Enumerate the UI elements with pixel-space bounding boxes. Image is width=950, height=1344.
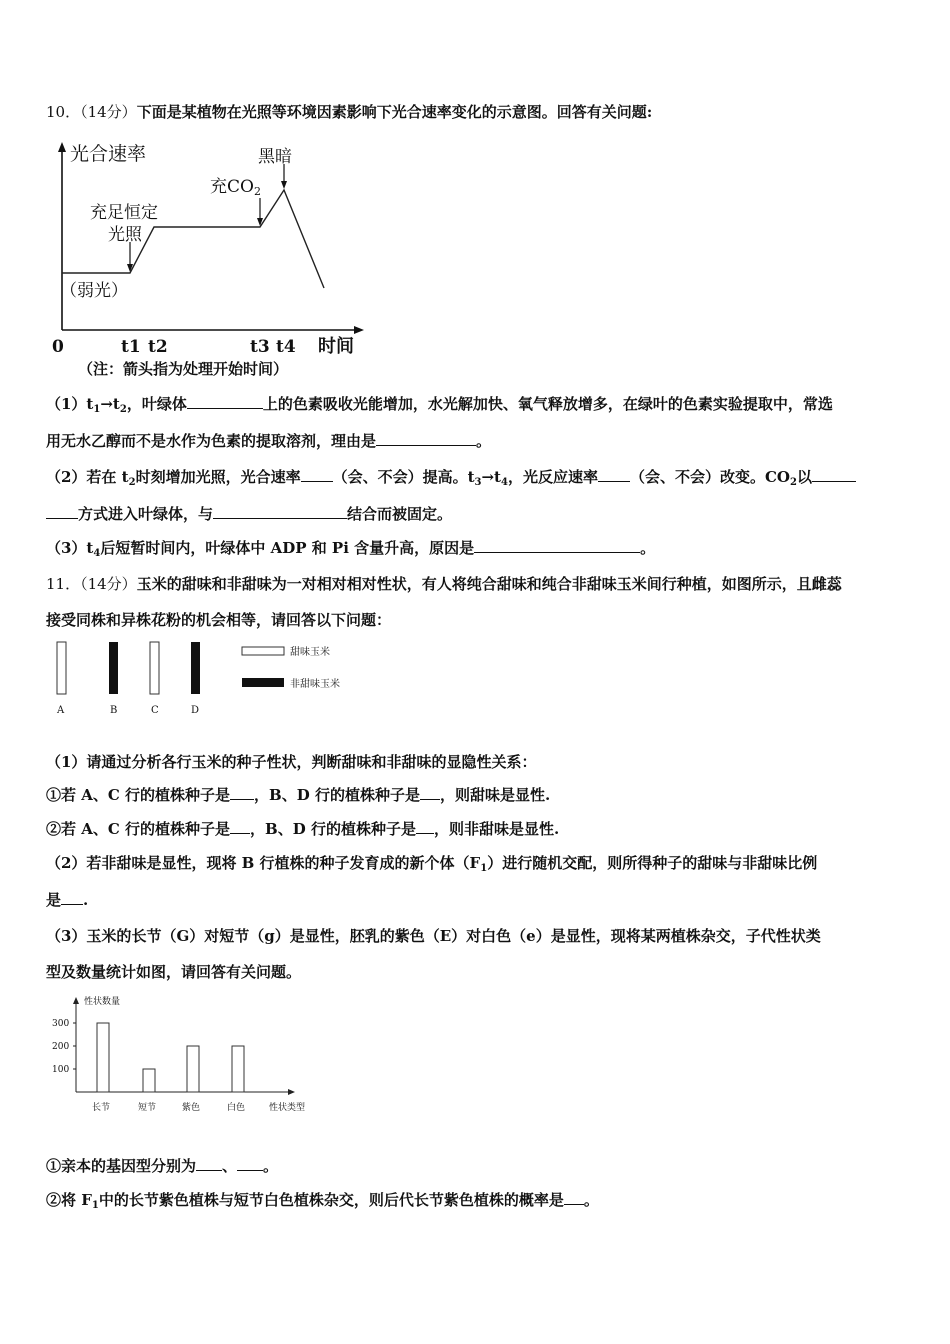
q10-part2-line2 bbox=[46, 504, 452, 524]
q10-p3-text-b: 后短暂时间内，叶绿体中 ADP 和 Pi 含量升高，原因是 bbox=[100, 539, 475, 557]
q10-p2-text-c: （会、不会）提高。t bbox=[332, 468, 475, 486]
q11-chart-x-label: 性状类型 bbox=[269, 1103, 306, 1113]
q10-p2-sub1: 2 bbox=[128, 477, 136, 488]
bar-白色 bbox=[232, 1046, 244, 1092]
q11-p1-i-text-a: ①若 A、C 行的植株种子是 bbox=[46, 786, 231, 804]
q10-part1-line1 bbox=[46, 394, 833, 417]
q10-p2-sub4: 2 bbox=[789, 477, 797, 488]
q10-x-axis-arrow bbox=[354, 326, 364, 334]
q10-label-weak-light: （弱光） bbox=[60, 281, 128, 301]
q11-p3-text-1: （3）玉米的长节（G）对短节（g）是显性，胚乳的紫色（E）对白色（e）是显性，现将某两植株杂交，子代性状类 bbox=[46, 927, 821, 945]
q11-p1-i-blank-2[interactable] bbox=[420, 785, 440, 800]
q11-chart-bars bbox=[52, 1019, 245, 1113]
q10-p1-sub2: 2 bbox=[119, 404, 127, 415]
q10-tick-t4: t4 bbox=[276, 337, 296, 357]
q10-graph-note: （注：箭头指为处理开始时间） bbox=[78, 360, 289, 378]
category-label-紫色: 紫色 bbox=[182, 1103, 201, 1113]
q11-q-i-text-c: 。 bbox=[263, 1157, 279, 1175]
q10-p1-blank-1[interactable] bbox=[187, 394, 263, 409]
q11-stem-line1 bbox=[46, 574, 842, 594]
bar-紫色 bbox=[187, 1046, 199, 1092]
q11-part2-line2 bbox=[46, 890, 88, 910]
q11-chart-x-arrow bbox=[288, 1089, 295, 1095]
q10-stem bbox=[46, 102, 652, 122]
y-tick-label-100: 100 bbox=[52, 1065, 70, 1075]
q11-p2-line2-text-b: . bbox=[83, 891, 89, 909]
q11-p1-i-blank-1[interactable] bbox=[230, 785, 254, 800]
q10-score: （14分） bbox=[80, 103, 137, 121]
q11-p1-ii-text-c: ，则非甜味是显性. bbox=[433, 820, 560, 838]
q11-p2-blank[interactable] bbox=[61, 890, 83, 905]
q10-p2-blank-1[interactable] bbox=[301, 467, 333, 482]
q10-p2-text-e: ，光反应速率 bbox=[507, 468, 598, 486]
q11-row-label-b: B bbox=[110, 705, 118, 716]
q10-label-strong-light-1: 充足恒定 bbox=[90, 203, 158, 223]
q10-part1-line2 bbox=[46, 431, 491, 451]
q11-part1-i bbox=[46, 785, 550, 805]
q10-p2-sub3: 4 bbox=[500, 477, 508, 488]
q11-part1-title bbox=[46, 752, 536, 772]
q11-score: （14分） bbox=[80, 575, 137, 593]
q10-p1-text-b: →t bbox=[100, 395, 120, 413]
q10-origin-label: 0 bbox=[52, 337, 64, 357]
q11-p1-ii-blank-2[interactable] bbox=[416, 819, 434, 834]
q11-row-a bbox=[57, 642, 66, 694]
q11-q-ii-blank[interactable] bbox=[564, 1190, 584, 1205]
q10-tick-t3: t3 bbox=[250, 337, 270, 357]
q11-p2-line2-text-a: 是 bbox=[46, 891, 62, 909]
q10-p1-text-d: 上的色素吸收光能增加，水光解加快、氧气释放增多，在绿叶的色素实验提取中，常选 bbox=[262, 395, 833, 413]
q11-q-ii-sub1: 1 bbox=[91, 1200, 99, 1211]
q10-p2-text-d: →t bbox=[481, 468, 501, 486]
q10-p1-line2-text-b: 。 bbox=[476, 432, 492, 450]
q11-q-ii-text-b: 中的长节紫色植株与短节白色植株杂交，则后代长节紫色植株的概率是 bbox=[98, 1191, 564, 1209]
q11-row-d bbox=[191, 642, 200, 694]
q11-rows-figure bbox=[52, 640, 362, 720]
q11-q-i-blank-2[interactable] bbox=[237, 1156, 263, 1171]
q10-p1-sub1: 1 bbox=[93, 404, 101, 415]
q11-part2-line1 bbox=[46, 853, 817, 876]
y-tick-label-300: 300 bbox=[52, 1019, 70, 1029]
q11-p1-ii-text-a: ②若 A、C 行的植株种子是 bbox=[46, 820, 231, 838]
q10-stem-text: 下面是某植物在光照等环境因素影响下光合速率变化的示意图。回答有关问题: bbox=[136, 103, 653, 121]
q10-tick-t2: t2 bbox=[148, 337, 168, 357]
bar-长节 bbox=[97, 1023, 109, 1092]
q10-tick-t1: t1 bbox=[121, 337, 141, 357]
q11-number: 11． bbox=[46, 575, 81, 593]
q11-q-ii-text-c: 。 bbox=[583, 1191, 599, 1209]
q11-part3-line2 bbox=[46, 962, 301, 982]
q10-number: 10． bbox=[46, 103, 81, 121]
q10-p1-text-c: ，叶绿体 bbox=[126, 395, 187, 413]
q10-p2-line2-text-a: 方式进入叶绿体，与 bbox=[78, 505, 214, 523]
q10-p1-blank-2[interactable] bbox=[376, 431, 476, 446]
q11-row-label-d: D bbox=[191, 705, 200, 716]
q11-row-b bbox=[109, 642, 118, 694]
q11-q-i-text-b: 、 bbox=[222, 1157, 238, 1175]
q11-row-label-a: A bbox=[57, 705, 65, 716]
category-label-长节: 长节 bbox=[92, 1103, 111, 1113]
bar-短节 bbox=[143, 1069, 155, 1092]
q11-legend-nonsweet-swatch bbox=[242, 678, 284, 687]
q11-row-label-c: C bbox=[151, 705, 159, 716]
q10-y-axis-arrow bbox=[58, 142, 66, 152]
q11-q-ii-text-a: ②将 F bbox=[46, 1191, 92, 1209]
q10-p3-sub1: 4 bbox=[93, 548, 101, 559]
q10-p2-blank-2[interactable] bbox=[598, 467, 630, 482]
q10-p3-text-c: 。 bbox=[640, 539, 656, 557]
q10-part2-line1 bbox=[46, 467, 856, 490]
q10-label-strong-light-2: 光照 bbox=[108, 225, 142, 245]
category-label-白色: 白色 bbox=[227, 1103, 246, 1113]
y-tick-label-200: 200 bbox=[52, 1042, 70, 1052]
q11-p2-sub1: 1 bbox=[480, 863, 488, 874]
q10-p2-text-b: 时刻增加光照，光合速率 bbox=[135, 468, 301, 486]
q11-row-c bbox=[150, 642, 159, 694]
q10-part3 bbox=[46, 538, 655, 561]
q11-legend-sweet-label: 甜味玉米 bbox=[290, 647, 330, 658]
q10-p1-text-a: （1）t bbox=[46, 395, 94, 413]
q11-trait-bar-chart bbox=[46, 994, 326, 1119]
q11-p1-ii-text-b: ，B、D 行的植株种子是 bbox=[250, 820, 416, 838]
q11-p2-text-a: （2）若非甜味是显性，现将 B 行植株的种子发育成的新个体（F bbox=[46, 854, 481, 872]
q11-stem-line2 bbox=[46, 610, 391, 630]
q10-p2-sub2: 3 bbox=[474, 477, 482, 488]
q11-q-i-blank-1[interactable] bbox=[196, 1156, 222, 1171]
q10-p1-line2-text-a: 用无水乙醇而不是水作为色素的提取溶剂，理由是 bbox=[46, 432, 377, 450]
q11-p1-title-text: （1）请通过分析各行玉米的种子性状，判断甜味和非甜味的显隐性关系： bbox=[46, 753, 537, 771]
q11-stem-text-2: 接受同株和异株花粉的机会相等，请回答以下问题： bbox=[46, 611, 392, 629]
q10-y-axis-label: 光合速率 bbox=[70, 143, 147, 165]
q10-rate-graph bbox=[46, 138, 376, 378]
q10-p3-blank[interactable] bbox=[474, 538, 640, 553]
q10-p2-blank-4[interactable] bbox=[213, 504, 347, 519]
q11-legend-sweet-swatch bbox=[242, 647, 284, 655]
q11-p2-text-b: ）进行随机交配，则所得种子的甜味与非甜味比例 bbox=[487, 854, 818, 872]
q11-p1-ii-blank-1[interactable] bbox=[230, 819, 250, 834]
q11-part1-ii bbox=[46, 819, 559, 839]
q10-p3-text-a: （3）t bbox=[46, 539, 94, 557]
q11-stem-text-1: 玉米的甜味和非甜味为一对相对相对性状，有人将纯合甜味和纯合非甜味玉米间行种植，如图所示，且雌蕊 bbox=[136, 575, 842, 593]
q11-legend-nonsweet-label: 非甜味玉米 bbox=[290, 679, 340, 690]
q11-chart-y-arrow bbox=[73, 997, 79, 1004]
q11-part3-line1 bbox=[46, 926, 821, 946]
q10-label-co2: 充CO2 bbox=[210, 177, 261, 198]
q10-arrow-dark-head bbox=[281, 181, 287, 189]
q11-q-i-text-a: ①亲本的基因型分别为 bbox=[46, 1157, 197, 1175]
q10-p2-line2-text-b: 结合而被固定。 bbox=[347, 505, 453, 523]
q11-chart-y-label: 性状数量 bbox=[84, 997, 121, 1007]
q11-q-ii bbox=[46, 1190, 599, 1213]
q11-p1-i-text-c: ，则甜味是显性. bbox=[439, 786, 551, 804]
q11-p1-i-text-b: ，B、D 行的植株种子是 bbox=[254, 786, 420, 804]
q10-p2-text-a: （2）若在 t bbox=[46, 468, 129, 486]
q10-label-dark: 黑暗 bbox=[258, 147, 292, 167]
q10-x-axis-label: 时间 bbox=[318, 336, 354, 357]
q11-q-i bbox=[46, 1156, 278, 1176]
q11-p3-text-2: 型及数量统计如图，请回答有关问题。 bbox=[46, 963, 302, 981]
q10-p2-blank-3[interactable] bbox=[812, 467, 856, 482]
category-label-短节: 短节 bbox=[138, 1103, 157, 1113]
q10-p2-text-f: （会、不会）改变。CO bbox=[629, 468, 790, 486]
q10-p2-text-g: 以 bbox=[796, 468, 812, 486]
q10-p2-blank-3-cont[interactable] bbox=[46, 504, 78, 519]
